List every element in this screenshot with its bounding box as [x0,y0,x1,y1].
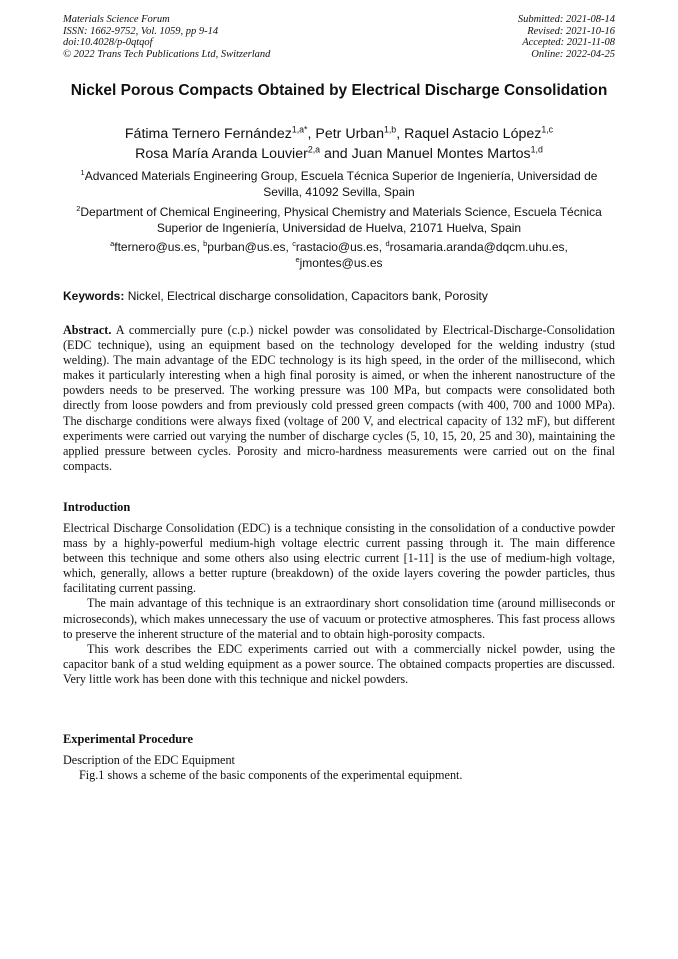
abstract-text: A commercially pure (c.p.) nickel powder was consolidated by Electrical-Discharge-Consolidation (EDC technique), using an equipment based on the technology developed for the welding industry (stud welding). The main advantage of the EDC technology is its high speed, in the order of the millisecond, which makes it particularly interesting when a high final porosity is aimed, or when the inherent nanostructure of the powders needs to be preserved. The working pressure was 100 MPa, but compacts were consolidated both directly from loose powders and from previously cold pressed green compacts (with 400, 700 and 1000 MPa). The discharge conditions were always fixed (voltage of 200 V, and electrical capacity of 132 mF), but different experiments were carried out varying the number of discharge cycles (5, 10, 15, 20, 25 and 30), maintaining the applied pressure between cycles. Porosity and micro-hardness measurements were carried out on the final compacts. [63,323,615,473]
email-link[interactable]: fternero@us.es [114,240,197,254]
journal-issn: ISSN: 1662-9752, Vol. 1059, pp 9-14 [63,25,219,37]
date-accepted: Accepted: 2021-11-08 [522,37,615,49]
keywords-text: Nickel, Electrical discharge consolidation, Capacitors bank, Porosity [127,289,488,303]
keywords [63,289,615,304]
author-affiliation-marker: 1,b [383,124,397,135]
paragraph: Electrical Discharge Consolidation (EDC) is a technique consisting in the consolidation of a conductive powder mass by a highly-powerful medium-high voltage electric current passing through it. The main difference between this technique and some others also using electric current [1-11] is the use of medium-high voltage, which, generally, allows a better rupture (breakdown) of the oxide layers covering the powder particles, thus facilitating current passing. [63,521,615,596]
author-affiliation-marker: 1,c [541,124,554,135]
author-line-1: Fátima Ternero Fernández$^{1,a*}$, Petr Urban$^{1,b}$, Raquel Astacio López$^{1,c}$ [124,124,554,142]
subsection-heading: Description of the EDC Equipment [63,753,235,767]
abstract [63,323,615,474]
affiliation-1: $^1$Advanced Materials Engineering Group, Escuela Técnica Superior de Ingeniería, Universidad de Sevilla, 41092 Sevilla, Spain [80,168,598,199]
email-link[interactable]: jmontes@us.es [299,256,383,270]
experimental-body [63,753,615,783]
paragraph: The main advantage of this technique is an extraordinary short consolidation time (around milliseconds or microseconds), which makes unnecessary the use of vacuum or protective atmospheres. This fast process allows to preserve the inherent structure of the material and to obtain high-porosity compacts. [63,596,615,641]
author-name: Juan Manuel Montes Martos [351,146,531,162]
author-name: Fátima Ternero Fernández [124,126,292,142]
journal-info [63,14,270,60]
journal-doi[interactable]: doi:10.4028/p-0qtqof [63,37,153,49]
journal-copyright: © 2022 Trans Tech Publications Ltd, Switzerland [63,48,271,60]
author-line-2: Rosa María Aranda Louvier$^{2,a}$ and Juan Manuel Montes Martos$^{1,d}$ [135,144,543,162]
author-list [63,124,615,164]
section-heading-experimental: Experimental Procedure [63,732,193,746]
paper-title: Nickel Porous Compacts Obtained by Electrical Discharge Consolidation [70,82,608,99]
author-emails: $^a$fternero@us.es, $^b$purban@us.es, $^c$rastacio@us.es, $^d$rosamaria.aranda@dqcm.uhu.es, $^e$jmontes@us.es [110,239,568,270]
author-affiliation-marker: 1,d [530,144,543,155]
submission-dates [518,14,615,60]
email-link[interactable]: rastacio@us.es [295,240,379,254]
date-revised: Revised: 2021-10-16 [527,25,615,37]
paragraph: Fig.1 shows a scheme of the basic components of the experimental equipment. [79,768,463,783]
email-link[interactable]: purban@us.es [207,240,286,254]
author-name: Raquel Astacio López [404,126,542,142]
journal-name: Materials Science Forum [63,14,170,25]
section-heading-introduction: Introduction [63,500,131,514]
date-online: Online: 2022-04-25 [531,48,615,60]
affiliation-2: $^2$Department of Chemical Engineering, Physical Chemistry and Materials Science, Escuela Técnica Superior de Ingeniería, Universidad de Huelva, 21071 Huelva, Spain [76,204,602,235]
introduction-body [63,521,615,687]
date-submitted: Submitted: 2021-08-14 [517,14,615,25]
author-name: Rosa María Aranda Louvier [135,146,308,162]
author-name: Petr Urban [315,126,384,142]
paragraph: This work describes the EDC experiments carried out with a commercially nickel powder, using the capacitor bank of a stud welding equipment as a power source. The obtained compacts properties are discussed. Very little work has been done with this technique and nickel powders. [63,641,615,686]
keywords-label: Keywords: [63,289,125,303]
email-link[interactable]: rosamaria.aranda@dqcm.uhu.es [389,240,565,254]
author-affiliation-marker: 1,a* [291,124,308,135]
author-affiliation-marker: 2,a [307,144,321,155]
abstract-label: Abstract. [63,323,112,337]
